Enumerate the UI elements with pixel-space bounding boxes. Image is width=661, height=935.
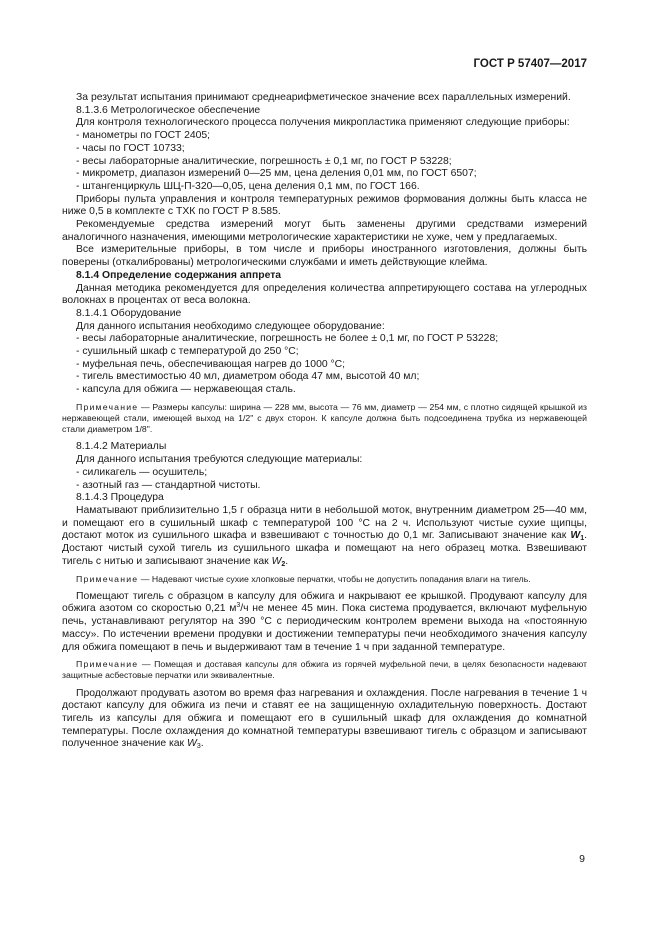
materials-list [62,467,587,492]
list-item: - тигель вместимостью 40 мл, диаметром обода 47 мм, высотой 40 мл; [76,371,420,383]
paragraph: Для контроля технологического процесса получения микропластика применяют следующие приборы: [76,117,570,129]
list-item: - манометры по ГОСТ 2405; [76,130,211,142]
list-item: - микрометр, диапазон измерений 0—25 мм, цена деления 0,01 мм, по ГОСТ 6507; [76,168,477,180]
procedure-paragraph-3: Продолжают продувать азотом во время фаз нагревания и охлаждения. После нагревания в течение 1 ч достают капсулу для обжига из печи и ставят ее на защищенную охладительную поверхность. Достают тигель из капсулы для обжига и помещают его в сушильный шкаф для охлаждения до комнатной температуры. После охлаждения до комнатной температуры взвешивают тигель с образцом и записывают полученное значение как $W_3$. [62,687,587,751]
paragraph: Данная методика рекомендуется для определения количества аппретирующего состава на углеродных волокнах в процентах от веса волокна. [62,282,587,307]
document-header: ГОСТ Р 57407—2017 [473,58,587,70]
note-label: Примечание [76,401,139,412]
section-8-1-4-3-title: 8.1.4.3 Процедура [76,492,164,504]
list-item: - сушильный шкаф с температурой до 250 °С; [76,346,299,358]
section-8-1-4-1-title: 8.1.4.1 Оборудование [76,307,182,319]
paragraph: Для данного испытания необходимо следующее оборудование: [76,320,385,332]
list-item: - весы лабораторные аналитические, погрешность не более ± 0,1 мг, по ГОСТ Р 53228; [76,333,499,345]
procedure-paragraph-1: Наматывают приблизительно 1,5 г образца нити в небольшой моток, внутренним диаметром 25—40 мм, и помещают его в сушильный шкаф с температурой 100 °С на 2 ч. Используют чистые сухие щипцы, достают моток из сушильного шкафа и взвешивают с точностью до 0,1 мг. Записывают значение как $W_1$. Достают чистый сухой тигель из сушильного шкафа и помещают на него образец мотка. Взвешивают тигель с нитью и записывают значение как $W_2$. [62,505,587,568]
note: Примечание — Помещая и доставая капсулы для обжига из горячей муфельной печи, в целях безопасности надевают защитные асбестовые перчатки или эквивалентные. [62,659,587,681]
note-label: Примечание [76,659,139,670]
procedure-paragraph-2: Помещают тигель с образцом в капсулу для обжига и накрывают ее крышкой. Продувают капсулу для обжига азотом со скоростью 0,21 $м^3/ч$ не менее 45 мин. Пока система продувается, включают муфельную печь, устанавливают регулятор на 390 °С с периодическим контролем времени выхода на «постоянную массу». По истечении времени продувки и достижении температуры печи необходимого значения капсулу для обжига помещают в печь и выдерживают там в течение 1 ч при заданной температуре. [62,590,587,653]
document-body [62,92,587,751]
section-8-1-4-title: 8.1.4 Определение содержания аппрета [76,269,282,281]
list-item: - капсула для обжига — нержавеющая сталь. [76,384,296,396]
list-item: - азотный газ — стандартной чистоты. [76,479,261,491]
note-text: Помещая и доставая капсулы для обжига из горячей муфельной печи, в целях безопасности надевают защитные асбестовые перчатки или эквивалентные. [62,659,587,681]
document-page [62,0,587,935]
list-item: - весы лабораторные аналитические, погрешность ± 0,1 мг, по ГОСТ Р 53228; [76,155,452,167]
list-item: - часы по ГОСТ 10733; [76,142,185,154]
list-item: - муфельная печь, обеспечивающая нагрев до 1000 °С; [76,358,346,370]
list-item: - силикагель — осушитель; [76,466,208,478]
intro-paragraph: За результат испытания принимают среднеарифметическое значение всех параллельных измерений. [76,92,571,103]
note-text: Надевают чистые сухие хлопковые перчатки, чтобы не допустить попадания влаги на тигель. [151,573,531,584]
instrument-list [62,130,587,194]
equipment-list [62,333,587,397]
section-8-1-4-2-title: 8.1.4.2 Материалы [76,441,167,453]
paragraph: Для данного испытания требуются следующие материалы: [76,454,363,466]
paragraph: Рекомендуемые средства измерений могут быть заменены другими средствами измерений аналогичного назначения, имеющими метрологические характеристики не хуже, чем у предлагаемых. [62,219,587,243]
paragraph: Приборы пульта управления и контроля температурных режимов формования должны быть класса не ниже 0,5 в комплекте с ТХК по ГОСТ Р 8.585. [62,193,587,218]
note-text: Размеры капсулы: ширина — 228 мм, высота — 76 мм, диаметр — 254 мм, с плотно сидящей крышкой из нержавеющей стали, имеющей выход на 1/2" с двух сторон. К капсуле должна быть подсоединена трубка из нержавеющей стали диаметром 1/8". [62,401,587,435]
note-label: Примечание [76,573,139,584]
page-number: 9 [579,853,585,865]
note: Примечание — Надевают чистые сухие хлопковые перчатки, чтобы не допустить попадания влаги на тигель. [76,573,531,584]
paragraph: Все измерительные приборы, в том числе и приборы иностранного изготовления, должны быть поверены (откалиброваны) метрологическими службами и иметь действующие клейма. [62,244,587,269]
section-8-1-3-6-title: 8.1.3.6 Метрологическое обеспечение [76,104,261,116]
note: Примечание — Размеры капсулы: ширина — 228 мм, высота — 76 мм, диаметр — 254 мм, с плотно сидящей крышкой из нержавеющей стали, имеющей выход на 1/2" с двух сторон. К капсуле должна быть подсоединена трубка из нержавеющей стали диаметром 1/8". [62,401,587,435]
list-item: - штангенциркуль ШЦ-П-320—0,05, цена деления 0,1 мм, по ГОСТ 166. [76,180,420,192]
